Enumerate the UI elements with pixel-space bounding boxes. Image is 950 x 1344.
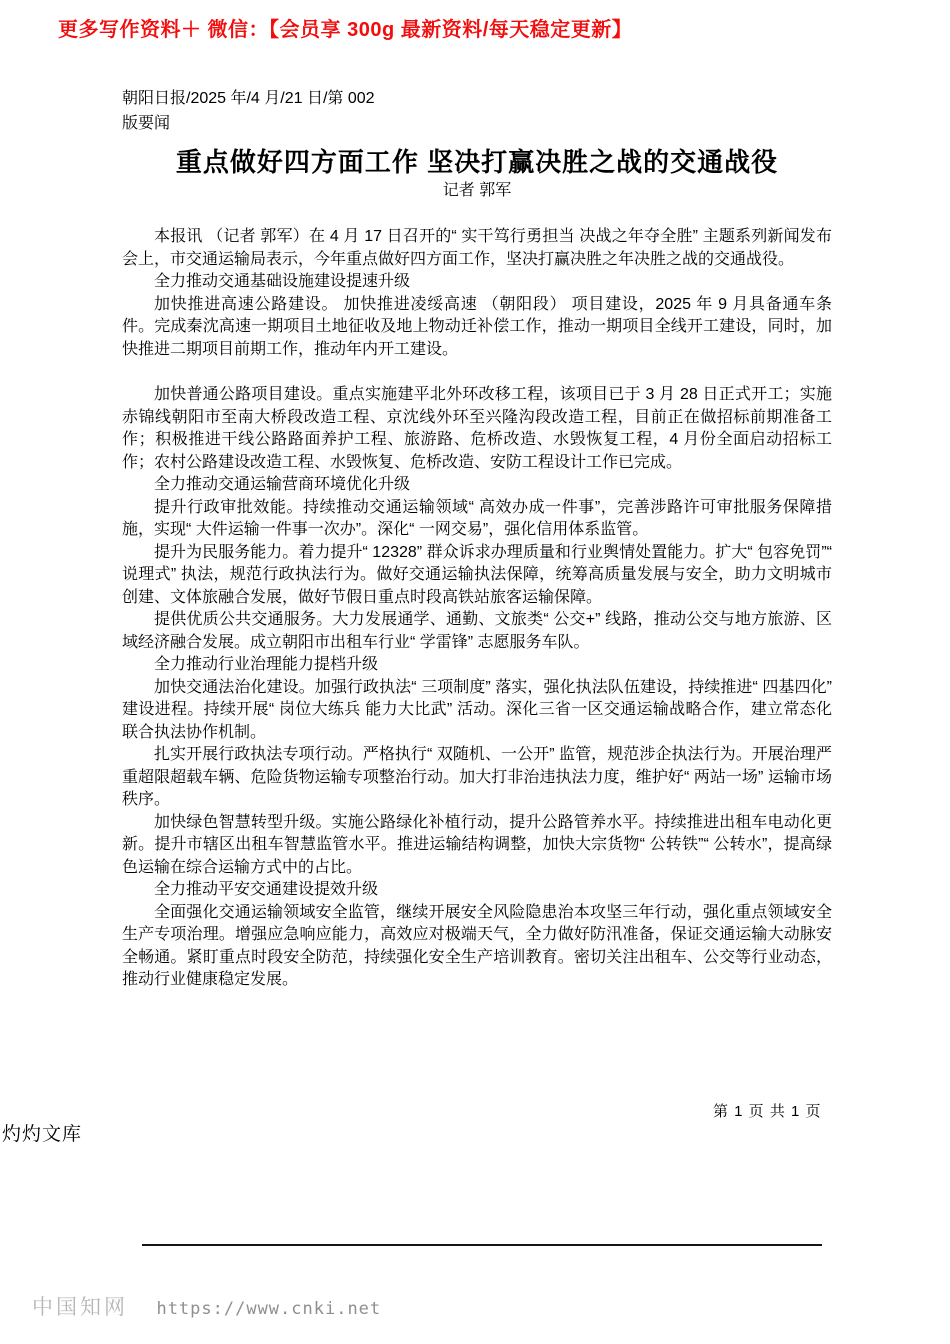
paragraph-section-head: 全力推动平安交通建设提效升级 bbox=[154, 881, 379, 898]
paragraph: 加快绿色智慧转型升级。实施公路绿化补植行动，提升公路管养水平。持续推进出租车电动化更新。提升市辖区出租车智慧监管水平。推进运输结构调整，加快大宗货物“ 公转铁”“ 公转水”，提高绿色运输在综合运输方式中的占比。 bbox=[122, 813, 832, 876]
source-meta-line1: 朝阳日报/2025 年/4 月/21 日/第 002 bbox=[122, 90, 375, 107]
cnki-url-text: https://www.cnki.net bbox=[156, 1299, 382, 1319]
paragraph: 加快推进高速公路建设。 加快推进凌绥高速 （朝阳段） 项目建设，2025 年 9 月具备通车条件。完成秦沈高速一期项目土地征收及地上物动迁补偿工作，推动一期项目全线开工建设，同时，加快推进二期项目前期工作，推动年内开工建设。 bbox=[122, 295, 832, 358]
paragraph: 本报讯 （记者 郭军）在 4 月 17 日召开的“ 实干笃行勇担当 决战之年夺全胜” 主题系列新闻发布会上，市交通运输局表示，今年重点做好四方面工作，坚决打赢决胜之年决胜之战的交通战役。 bbox=[122, 228, 832, 268]
cnki-watermark bbox=[32, 1291, 381, 1321]
paragraph: 全面强化交通运输领域安全监管，继续开展安全风险隐患治本攻坚三年行动，强化重点领域安全生产专项治理。增强应急响应能力，高效应对极端天气，全力做好防汛准备，保证交通运输大动脉安全畅通。紧盯重点时段安全防范，持续强化安全生产培训教育。密切关注出租车、公交等行业动态，推动行业健康稳定发展。 bbox=[122, 903, 832, 988]
paragraph-section-head: 全力推动行业治理能力提档升级 bbox=[154, 656, 379, 673]
paragraph-section-head: 全力推动交通基础设施建设提速升级 bbox=[154, 273, 411, 290]
paragraph: 扎实开展行政执法专项行动。严格执行“ 双随机、一公开” 监管，规范涉企执法行为。开展治理严重超限超载车辆、危险货物运输专项整治行动。加大打非治违执法力度，维护好“ 两站一场” 运输市场秩序。 bbox=[122, 746, 832, 808]
library-watermark: 灼灼文库 bbox=[2, 1124, 83, 1145]
source-meta bbox=[122, 86, 832, 136]
page-indicator: 第 1 页 共 1 页 bbox=[713, 1103, 822, 1120]
source-meta-line2: 版要闻 bbox=[122, 115, 171, 132]
paragraph: 加快交通法治化建设。加强行政执法“ 三项制度” 落实，强化执法队伍建设，持续推进“ 四基四化” 建设进程。持续开展“ 岗位大练兵 能力大比武” 活动。深化三省一区交通运输战略合作，建立常态化联合执法协作机制。 bbox=[122, 678, 832, 741]
article-byline: 记者 郭军 bbox=[442, 182, 512, 199]
cnki-brand-text: 中国知网 bbox=[32, 1296, 128, 1319]
paragraph-section-head: 全力推动交通运输营商环境优化升级 bbox=[154, 476, 411, 493]
paragraph: 提升为民服务能力。着力提升“ 12328” 群众诉求办理质量和行业舆情处置能力。扩大“ 包容免罚”“ 说理式” 执法，规范行政执法行为。做好交通运输执法保障，统筹高质量发展与安全，助力文明城市创建、文体旅融合发展，做好节假日重点时段高铁站旅客运输保障。 bbox=[122, 543, 832, 606]
promo-banner-text: 更多写作资料＋ 微信：【会员享 300g 最新资料/每天稳定更新】 bbox=[58, 19, 633, 41]
article bbox=[122, 86, 832, 992]
footer-divider bbox=[142, 1244, 822, 1246]
paragraph: 提升行政审批效能。持续推动交通运输领域“ 高效办成一件事”，完善涉路许可审批服务保障措施，实现“ 大件运输一件事一次办”。深化“ 一网交易”，强化信用体系监管。 bbox=[122, 498, 832, 538]
article-title: 重点做好四方面工作 坚决打赢决胜之战的交通战役 bbox=[175, 147, 779, 177]
article-body bbox=[122, 226, 832, 992]
paragraph: 加快普通公路项目建设。重点实施建平北外环改移工程，该项目已于 3 月 28 日正式开工；实施赤锦线朝阳市至南大桥段改造工程、京沈线外环至兴隆沟段改造工程，目前正在做招标前期准备工作；积极推进干线公路路面养护工程、旅游路、危桥改造、水毁恢复工程，4 月份全面启动招标工作；农村公路建设改造工程、水毁恢复、危桥改造、安防工程设计工作已完成。 bbox=[122, 386, 832, 471]
paragraph: 提供优质公共交通服务。大力发展通学、通勤、文旅类“ 公交+” 线路，推动公交与地方旅游、区域经济融合发展。成立朝阳市出租车行业“ 学雷锋” 志愿服务车队。 bbox=[122, 611, 832, 651]
